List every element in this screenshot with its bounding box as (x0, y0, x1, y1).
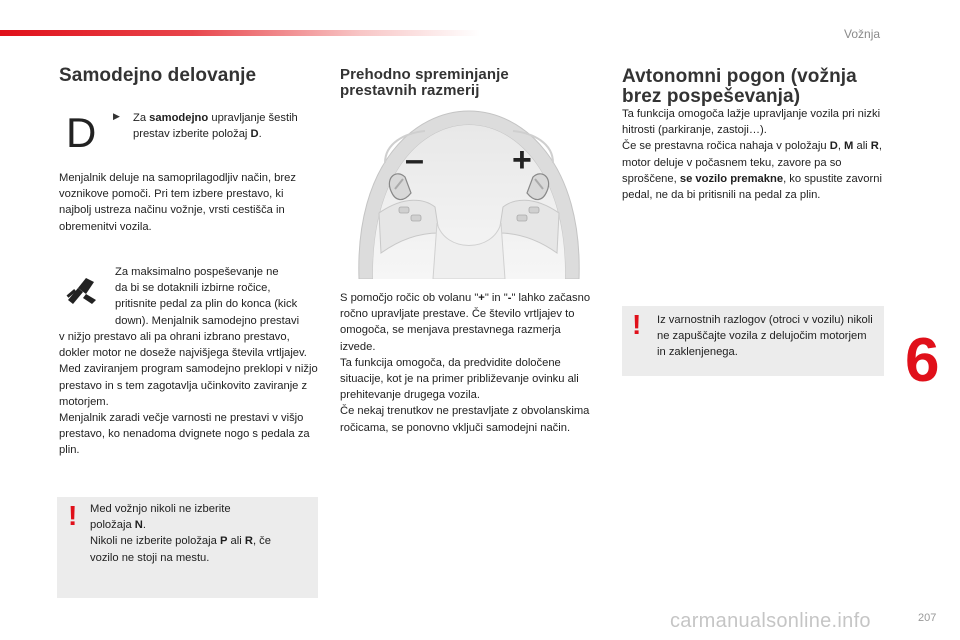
heading-creep-mode: Avtonomni pogon (vožnja brez pospeševanja) (622, 66, 857, 107)
intro-automatic: Za samodejno upravljanje šestih prestav izberite položaj D. (133, 112, 298, 141)
paragraph-adaptive: Menjalnik deluje na samoprilagodljiv način, brez voznikove pomoči. Pri tem izbere prestavo, ki najbolj ustreza načinu vožnje, vrsti cestišča in obremenitvi vozila. (59, 172, 296, 233)
warning-text-neutral: Med vožnjo nikoli ne izberite položaja N. Nikoli ne izberite položaja P ali R, če vozilo ne stoji na mestu. (90, 503, 271, 564)
warning-text-vehicle: Iz varnostnih razlogov (otroci v vozilu) nikoli ne zapuščajte vozila z delujočim motorjem in zaklenjenega. (657, 314, 873, 359)
section-title: Vožnja (844, 27, 881, 41)
steering-wheel-paddles-illustration (345, 103, 593, 279)
paragraph-kickdown-lines: Za maksimalno pospeševanje ne da bi se dotaknili izbirne ročice, pritisnite pedal za plin do konca (kick down). Menjalnik samodejno prestavi (115, 266, 300, 327)
paddle-plus-label: + (512, 141, 532, 179)
paragraph-manual-override: S pomočjo ročic ob volanu "+" in "-" lahko začasno ročno upravljate prestave. Če število vrtljajev to omogoča, se menjava prestavnega razmerja izvede. Ta funkcija omogoča, da predvidite določene situacije, kot je na primer približevanje ovinku ali prehitevanje drugega vozila. Če nekaj trenutkov ne prestavljate z obvolanskima ročicama, se ponovno vključi samodejni način. (340, 292, 591, 434)
kickdown-foot-icon (62, 270, 100, 308)
paddle-minus-label: – (405, 141, 424, 179)
header-accent-bar (0, 30, 480, 36)
page-number: 207 (918, 612, 937, 624)
warning-icon: ! (632, 309, 642, 340)
watermark: carmanualsonline.info (670, 610, 871, 632)
heading-automatic-operation: Samodejno delovanje (59, 65, 257, 86)
paragraph-creep-mode: Ta funkcija omogoča lažje upravljanje vozila pri nizki hitrosti (parkiranje, zastoji…). Če se prestavna ročica nahaja v položaju D, M ali R, motor deluje v počasnem teku, zavore pa so sproščene, se vozilo premakne, ko spustite zavorni pedal, ne da bi pritisnili na pedal za plin. (622, 108, 882, 202)
heading-manual-override: Prehodno spreminjanje prestavnih razmerij (340, 66, 509, 99)
chapter-number: 6 (905, 326, 940, 395)
bullet-icon: ▶ (113, 111, 120, 121)
warning-icon: ! (68, 500, 78, 531)
gear-d-symbol: D (66, 109, 97, 156)
paragraph-kickdown-rest: v nižjo prestavo ali pa ohrani izbrano prestavo, dokler motor ne doseže najvišjega števila vrtljajev. Med zaviranjem program samodejno preklopi v nižjo prestavo in s tem zagotavlja učinkovito zaviranje z motorjem. Menjalnik zaradi večje varnosti ne prestavi v višjo prestavo, ko nenadoma dvignete nogo s pedala za plin. (59, 331, 318, 457)
